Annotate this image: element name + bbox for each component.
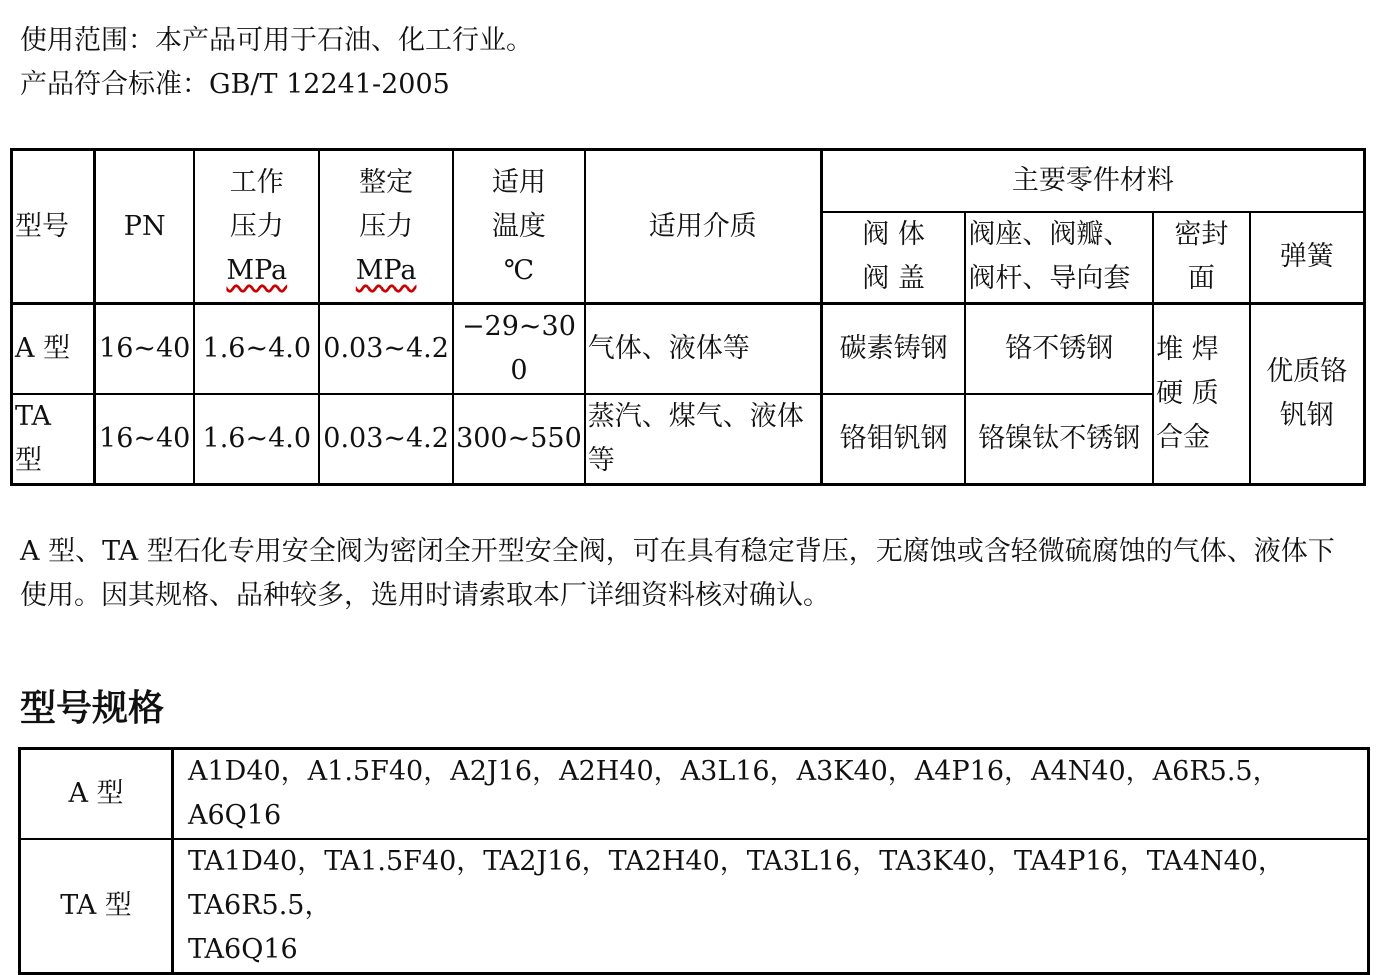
spring-material: 优质铬 钒钢 — [1250, 304, 1365, 485]
row-ta-model: TA 型 — [12, 394, 95, 485]
row-a-temperature: −29~30 0 — [453, 304, 585, 395]
header-pn: PN — [94, 150, 194, 304]
row-a-pn: 16~40 — [94, 304, 194, 395]
table-row — [20, 839, 1369, 974]
header-seat: 阀座、阀瓣、 阀杆、导向套 — [965, 212, 1153, 304]
row-a-body: 碳素铸钢 — [821, 304, 965, 395]
row-a-medium: 气体、液体等 — [585, 304, 821, 395]
row-ta-work-pressure: 1.6~4.0 — [194, 394, 319, 485]
table-row — [12, 304, 1365, 395]
standard-text: 产品符合标准：GB/T 12241-2005 — [20, 69, 450, 100]
models-table — [18, 747, 1370, 975]
row-a-seat: 铬不锈钢 — [965, 304, 1153, 395]
row-ta-seat: 铬镍钛不锈钢 — [965, 394, 1153, 485]
row-ta-body: 铬钼钒钢 — [821, 394, 965, 485]
header-temperature: 适用 温度 ℃ — [453, 150, 585, 304]
row-ta-medium: 蒸汽、煤气、液体等 — [585, 394, 821, 485]
section-heading: 型号规格 — [20, 688, 165, 729]
model-label-a: A 型 — [20, 749, 173, 840]
header-model: 型号 — [12, 150, 95, 304]
description-paragraph: A 型、TA 型石化专用安全阀为密闭全开型安全阀，可在具有稳定背压，无腐蚀或含轻微硫腐蚀的气体、液体下使用。因其规格、品种较多，选用时请索取本厂详细资料核对确认。 — [20, 536, 1335, 611]
spec-table — [10, 148, 1366, 486]
row-a-model: A 型 — [12, 304, 95, 395]
header-work-pressure: 工作 压力 MPa — [194, 150, 319, 304]
header-set-pressure: 整定 压力 MPa — [319, 150, 453, 304]
header-medium: 适用介质 — [585, 150, 821, 304]
model-label-ta: TA 型 — [20, 839, 173, 974]
row-a-set-pressure: 0.03~4.2 — [319, 304, 453, 395]
model-list-ta: TA1D40，TA1.5F40，TA2J16，TA2H40，TA3L16，TA3K40，TA4P16，TA4N40，TA6R5.5， TA6Q16 — [173, 839, 1369, 974]
header-materials: 主要零件材料 — [821, 150, 1364, 212]
scope-text: 使用范围：本产品可用于石油、化工行业。 — [20, 25, 533, 56]
row-ta-temperature: 300~550 — [453, 394, 585, 485]
row-ta-set-pressure: 0.03~4.2 — [319, 394, 453, 485]
sealing-material: 堆 焊 硬 质 合金 — [1153, 304, 1249, 485]
header-sealing: 密封 面 — [1153, 212, 1249, 304]
row-a-work-pressure: 1.6~4.0 — [194, 304, 319, 395]
table-row — [20, 749, 1369, 840]
header-body: 阀 体 阀 盖 — [821, 212, 965, 304]
model-list-a: A1D40，A1.5F40，A2J16，A2H40，A3L16，A3K40，A4P16，A4N40，A6R5.5，A6Q16 — [173, 749, 1369, 840]
header-spring: 弹簧 — [1250, 212, 1365, 304]
row-ta-pn: 16~40 — [94, 394, 194, 485]
